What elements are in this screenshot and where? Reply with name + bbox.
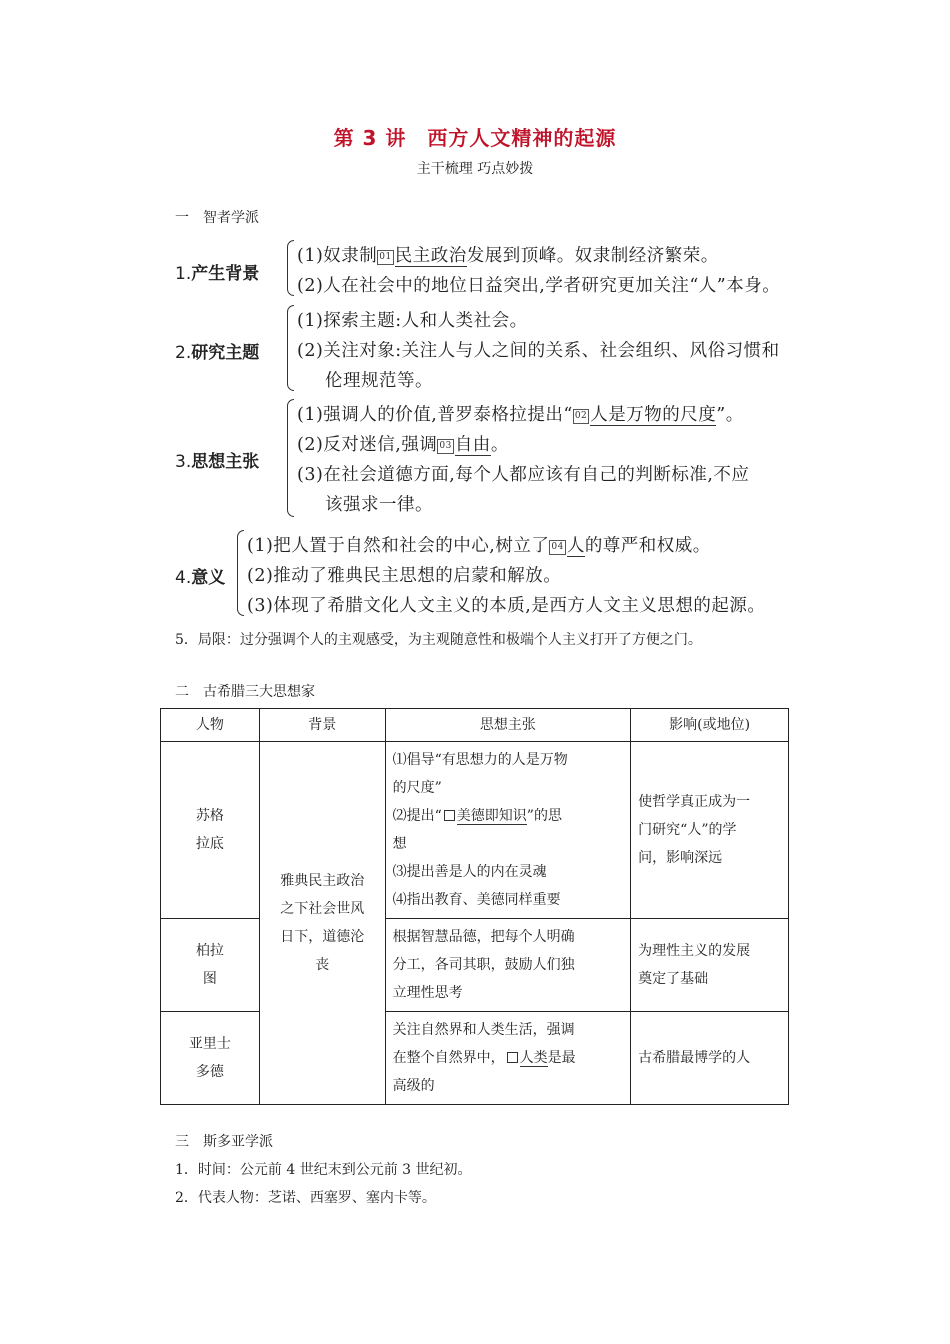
blank-marker: 01 (377, 250, 393, 265)
answer-text: 人是万物的尺度 (590, 405, 717, 425)
text-line: (3)在社会道德方面,每个人都应该有自己的判断标准,不应 (297, 465, 750, 485)
ideas-cell: ⑴倡导“有思想力的人是万物 的尺度” ⑵提出“ 美德即知识”的思 想 ⑶提出善是人的内在灵魂 ⑷指出教育、美德同样重要 (385, 742, 631, 919)
text-line: 该强求一律。 (325, 495, 433, 515)
blank-box (444, 810, 455, 821)
text-line: (2)推动了雅典民主思想的启蒙和解放。 (247, 566, 562, 586)
page-subtitle: 主干梳理 巧点妙拨 (416, 161, 534, 177)
impact-cell: 使哲学真正成为一 门研究“人”的学 问，影响深远 (631, 742, 789, 919)
text-line: (1)强调人的价值,普罗泰格拉提出“ 02 人是万物的尺度”。 (297, 405, 744, 425)
section-heading-thinkers: 二 古希腊三大思想家 (175, 684, 315, 700)
table-row (161, 919, 789, 1012)
stoic-item-figures: 2．代表人物：芝诺、西塞罗、塞内卡等。 (175, 1190, 436, 1206)
blank-marker: 04 (549, 540, 565, 555)
blank-marker: 03 (437, 439, 453, 454)
table-header: 思想主张 (385, 709, 631, 742)
answer-text: 人 (566, 536, 585, 556)
limitation-text: 5．局限：过分强调个人的主观感受，为主观随意性和极端个人主义打开了方便之门。 (175, 632, 702, 648)
text-line: (2)反对迷信,强调 03 自由。 (297, 435, 509, 455)
block-label: 1.产生背景 (175, 264, 260, 284)
block-label: 4.意义 (175, 568, 226, 588)
page-title: 第 3 讲 西方人文精神的起源 (333, 126, 617, 150)
answer-text: 自由 (454, 435, 491, 455)
text-line: (3)体现了希腊文化人文主义的本质,是西方人文主义思想的起源。 (247, 596, 766, 616)
brace (287, 240, 294, 296)
background-cell: 雅典民主政治 之下社会世风 日下，道德沦 丧 (259, 742, 385, 1105)
impact-cell: 古希腊最博学的人 (631, 1012, 789, 1105)
table-row (161, 1012, 789, 1105)
impact-cell: 为理性主义的发展 奠定了基础 (631, 919, 789, 1012)
thinker-name-cell: 柏拉 图 (161, 919, 260, 1012)
blank-marker: 02 (573, 409, 589, 424)
text-line: (1)探索主题:人和人类社会。 (297, 311, 528, 331)
answer-text: 民主政治 (394, 246, 467, 266)
block-label: 2.研究主题 (175, 343, 260, 363)
table-header-row (161, 709, 789, 742)
text-line: (2)关注对象:关注人与人之间的关系、社会组织、风俗习惯和 (297, 341, 780, 361)
text-line: (1)奴隶制 01 民主政治发展到顶峰。奴隶制经济繁荣。 (297, 246, 719, 266)
text-line: (2)人在社会中的地位日益突出,学者研究更加关注“人”本身。 (297, 276, 781, 296)
ideas-cell: 关注自然界和人类生活，强调 在整个自然界中， 人类是最 高级的 (385, 1012, 631, 1105)
section-heading-stoics: 三 斯多亚学派 (175, 1134, 273, 1150)
text-line: (1)把人置于自然和社会的中心,树立了 04 人的尊严和权威。 (247, 536, 711, 556)
text-line: 伦理规范等。 (325, 371, 433, 391)
answer-text: 美德即知识 (456, 808, 527, 824)
block-label: 3.思想主张 (175, 452, 260, 472)
table-header: 影响(或地位) (631, 709, 789, 742)
ideas-cell: 根据智慧品德，把每个人明确 分工，各司其职，鼓励人们独 立理性思考 (385, 919, 631, 1012)
brace (287, 305, 294, 391)
brace (287, 399, 294, 517)
thinkers-table (160, 708, 789, 1105)
thinker-name-cell: 苏格 拉底 (161, 742, 260, 919)
table-header: 人物 (161, 709, 260, 742)
brace (237, 530, 244, 616)
stoic-item-time: 1．时间：公元前 4 世纪末到公元前 3 世纪初。 (175, 1162, 472, 1178)
section-heading-sophists: 一 智者学派 (175, 210, 259, 226)
blank-box (507, 1052, 518, 1063)
thinker-name-cell: 亚里士 多德 (161, 1012, 260, 1105)
answer-text: 人类 (519, 1050, 548, 1066)
table-row (161, 742, 789, 919)
table-header: 背景 (259, 709, 385, 742)
